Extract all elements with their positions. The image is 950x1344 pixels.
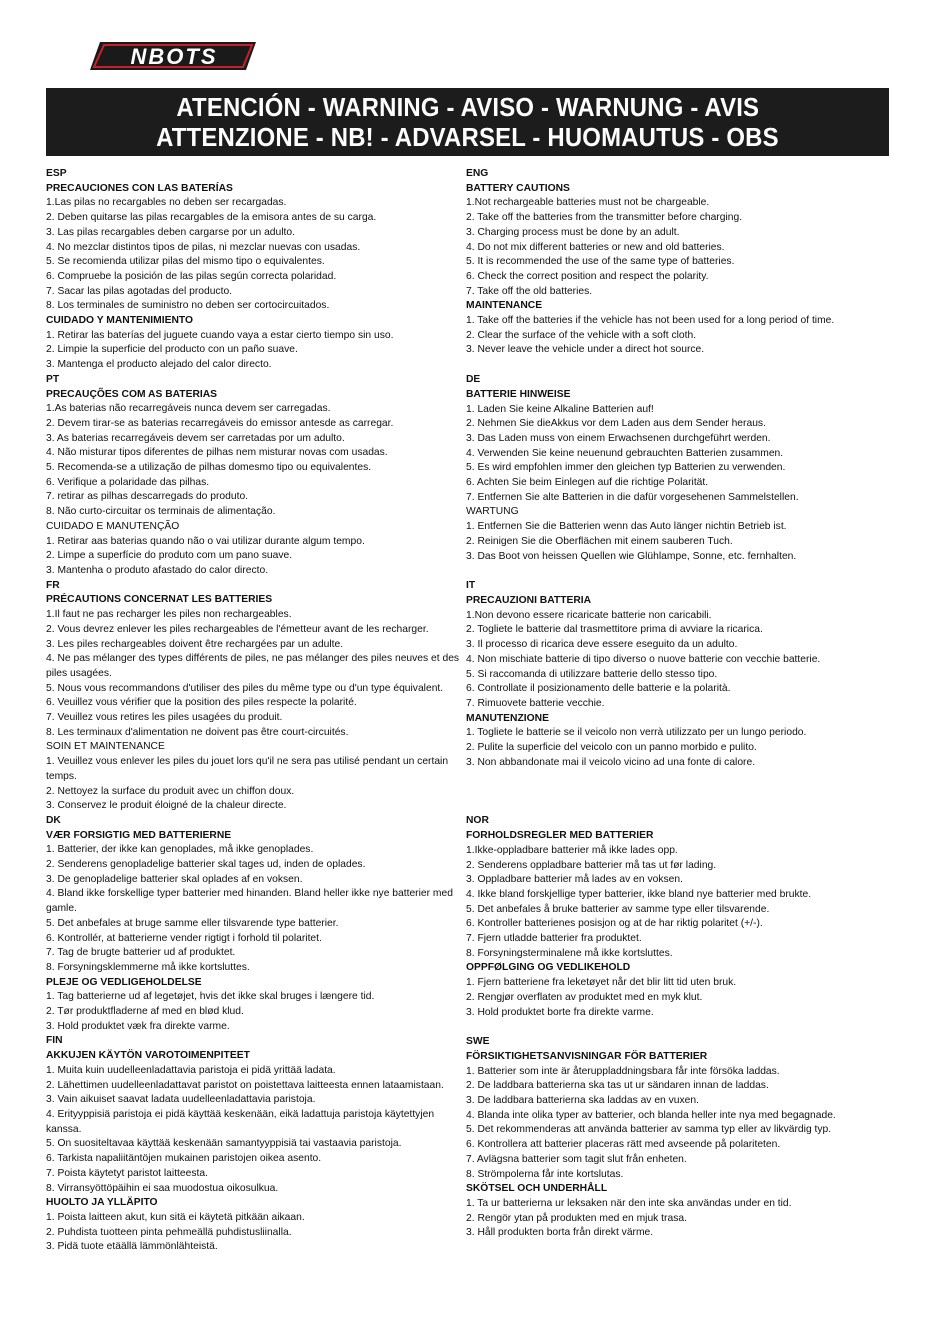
instruction-line: 2. Devem tirar-se as baterias recarregáveis do emissor antesde as carregar.: [46, 417, 394, 429]
instruction-line: 3. Oppladbare batterier må lades av en voksen.: [466, 874, 683, 886]
language-code: NOR: [466, 815, 489, 827]
instruction-line: 1. Ta ur batterierna ur leksaken när den inte ska användas under en tid.: [466, 1198, 792, 1209]
instruction-line: 3. Das Boot von heissen Quellen wie Glühlampe, Sonne, etc. fernhalten.: [466, 550, 797, 562]
nbots-logo: [88, 40, 258, 72]
section-heading: PRECAUCIONES CON LAS BATERÍAS: [46, 182, 233, 194]
instruction-line: 2. Clear the surface of the vehicle with a soft cloth.: [466, 329, 697, 341]
instruction-line: 2. Senderens genopladelige batterier skal tages ud, inden de oplades.: [46, 859, 366, 871]
instruction-line: 7. Veuillez vous retires les piles usagées du produit.: [46, 712, 283, 724]
instruction-line: 2. Puhdista tuotteen pinta pehmeällä puhdistusliinalla.: [46, 1226, 292, 1238]
instruction-line: 5. Nous vous recommandons d'utiliser des piles du même type ou d'un type équivalent.: [46, 682, 444, 694]
instruction-line: 2. Rengör ytan på produkten med en mjuk trasa.: [466, 1212, 687, 1224]
instruction-line: 7. Tag de brugte batterier ud af produktet.: [46, 947, 236, 959]
instruction-line: 3. Hold produktet væk fra direkte varme.: [46, 1020, 230, 1032]
language-section-pt: [46, 373, 461, 579]
instruction-line: 1.Not rechargeable batteries must not be chargeable.: [466, 197, 710, 209]
instruction-line: 4. Do not mix different batteries or new and old batteries.: [466, 241, 725, 253]
instruction-line: 3. Mantenha o produto afastado do calor directo.: [46, 564, 269, 576]
instruction-line: 8. Não curto-circuitar os terminais de alimentação.: [46, 506, 276, 518]
instruction-line: 7. Sacar las pilas agotadas del producto.: [46, 285, 233, 297]
instruction-line: 2. De laddbara batterierna ska tas ut ur sändaren innan de laddas.: [466, 1080, 769, 1092]
section-spacer: [466, 1020, 866, 1035]
instruction-line: 2. Nehmen Sie dieAkkus vor dem Laden aus dem Sender heraus.: [466, 418, 766, 430]
instruction-line: 4. Bland ikke forskellige typer batterier med hinanden. Bland heller ikke nye batterier med gamle.: [46, 888, 456, 915]
section-heading: PRECAUZIONI BATTERIA: [466, 594, 592, 606]
instruction-line: 1.Las pilas no recargables no deben ser recargadas.: [46, 197, 287, 209]
instruction-line: 5. Det anbefales at bruge samme eller tilsvarende type batterier.: [46, 917, 339, 929]
instruction-line: 3. De genopladelige batterier skal oplades af en voksen.: [46, 873, 303, 885]
instruction-line: 2. Limpe a superfície do produto com um pano suave.: [46, 550, 293, 562]
section-heading: CUIDADO Y MANTENIMIENTO: [46, 315, 194, 327]
instruction-line: 8. Les terminaux d'alimentation ne doivent pas être court-circuités.: [46, 726, 349, 738]
instruction-line: 2. Take off the batteries from the transmitter before charging.: [466, 212, 743, 224]
instruction-line: 1.Il faut ne pas recharger les piles non rechargeables.: [46, 609, 292, 621]
instruction-line: 4. Ikke bland forskjellige typer batterier, ikke bland nye batterier med brukte.: [466, 888, 812, 900]
instruction-line: 1. Entfernen Sie die Batterien wenn das Auto länger nichtin Betrieb ist.: [466, 521, 787, 533]
instruction-line: 4. Blanda inte olika typer av batterier, och blanda heller inte nya med begagnade.: [466, 1109, 836, 1121]
instruction-line: 3. Les piles rechargeables doivent être rechargées par un adulte.: [46, 638, 344, 650]
instruction-line: 8. Strömpolerna får inte kortslutas.: [466, 1168, 624, 1180]
instruction-line: 6. Compruebe la posición de las pilas según correcta polaridad.: [46, 270, 337, 282]
instruction-line: 4. Non mischiate batterie di tipo diverso o nuove batterie con vecchie batterie.: [466, 653, 821, 665]
instruction-line: 5. Det rekommenderas att använda batterier av samma typ eller av likvärdig typ.: [466, 1124, 832, 1136]
instruction-line: 5. Se recomienda utilizar pilas del mismo tipo o equivalentes.: [46, 256, 325, 268]
instruction-line: 7. Fjern utladde batterier fra produktet.: [466, 933, 642, 945]
section-spacer: [466, 770, 866, 814]
instruction-line: 3. Mantenga el producto alejado del calor directo.: [46, 359, 272, 371]
instruction-line: 1. Retirar las baterías del juguete cuando vaya a estar cierto tiempo sin uso.: [46, 329, 394, 341]
section-heading: CUIDADO E MANUTENÇÃO: [46, 520, 180, 532]
instruction-line: 6. Kontroller batterienes posisjon og at de har riktig polaritet (+/-).: [466, 918, 763, 930]
instruction-line: 1. Batterier, der ikke kan genoplades, må ikke genoplades.: [46, 844, 314, 856]
instruction-line: 8. Virransyöttöpäihin ei saa muodostua oikosulkua.: [46, 1182, 279, 1194]
section-heading: WARTUNG: [466, 506, 519, 518]
section-heading: OPPFØLGING OG VEDLIKEHOLD: [466, 962, 631, 974]
instruction-line: 1. Veuillez vous enlever les piles du jouet lors qu'il ne sera pas utilisé pendant un certain temps.: [46, 756, 451, 782]
logo-text: NBOTS: [130, 44, 218, 69]
section-heading: PLEJE OG VEDLIGEHOLDELSE: [46, 976, 202, 988]
instruction-line: 7. Entfernen Sie alte Batterien in die dafür vorgesehenen Sammelstellen.: [466, 491, 799, 503]
language-section-fin: [46, 1034, 461, 1255]
instruction-line: 1. Batterier som inte är återuppladdningsbara får inte försöka laddas.: [466, 1065, 780, 1077]
section-spacer: [466, 358, 866, 373]
instruction-line: 1. Poista laitteen akut, kun sitä ei käytetä pitkään aikaan.: [46, 1211, 305, 1223]
instruction-line: 1.As baterias não recarregáveis nunca devem ser carregadas.: [46, 403, 331, 415]
instruction-line: 3. As baterias recarregáveis devem ser carretadas por um adulto.: [46, 432, 345, 444]
instruction-line: 8. Los terminales de suministro no deben ser cortocircuitados.: [46, 300, 330, 312]
instruction-line: 5. Det anbefales å bruke batterier av samme type eller tilsvarende.: [466, 903, 770, 915]
language-section-dk: [46, 814, 461, 1035]
instruction-line: 2. Tør produktfladerne af med en blød klud.: [46, 1006, 244, 1018]
warning-banner: [46, 88, 889, 156]
section-heading: HUOLTO JA YLLÄPITO: [46, 1197, 158, 1209]
language-section-de: [466, 373, 866, 564]
instruction-line: 5. On suositeltavaa käyttää keskenään samantyyppisiä tai vastaavia paristoja.: [46, 1138, 402, 1150]
language-section-nor: [466, 814, 866, 1020]
section-heading: SOIN ET MAINTENANCE: [46, 741, 165, 753]
instruction-line: 6. Check the correct position and respect the polarity.: [466, 270, 709, 282]
language-code: DE: [466, 374, 481, 386]
section-heading: VÆR FORSIGTIG MED BATTERIERNE: [46, 829, 232, 841]
instruction-line: 1.Ikke-oppladbare batterier må ikke lades opp.: [466, 844, 678, 856]
section-heading: PRÉCAUTIONS CONCERNAT LES BATTERIES: [46, 594, 273, 606]
instruction-line: 2. Limpie la superficie del producto con un paño suave.: [46, 344, 298, 356]
language-section-esp: [46, 167, 461, 373]
instruction-line: 3. Hold produktet borte fra direkte varme.: [466, 1006, 654, 1018]
instruction-line: 3. Las pilas recargables deben cargarse por un adulto.: [46, 226, 296, 238]
instruction-line: 3. Håll produkten borta från direkt värme.: [466, 1227, 654, 1239]
instruction-line: 8. Forsyningsklemmerne må ikke kortsluttes.: [46, 961, 250, 973]
instruction-line: 6. Tarkista napaliitäntöjen mukainen paristojen oikea asento.: [46, 1153, 322, 1165]
instruction-line: 3. Il processo di ricarica deve essere eseguito da un adulto.: [466, 639, 738, 651]
instruction-line: 5. It is recommended the use of the same type of batteries.: [466, 256, 735, 268]
instruction-line: 3. Vain aikuiset saavat ladata uudelleenladattavia paristoja.: [46, 1094, 316, 1106]
left-column: [46, 167, 461, 1255]
instruction-line: 7. Take off the old batteries.: [466, 285, 593, 297]
instruction-line: 3. Never leave the vehicle under a direct hot source.: [466, 344, 705, 356]
instruction-line: 3. Conservez le produit éloigné de la chaleur directe.: [46, 800, 287, 812]
instruction-line: 4. No mezclar distintos tipos de pilas, ni mezclar nuevas con usadas.: [46, 241, 361, 253]
instruction-line: 5. Es wird empfohlen immer den gleichen typ Batterien zu verwenden.: [466, 462, 786, 474]
language-code: ESP: [46, 168, 67, 179]
instruction-line: 6. Controllate il posizionamento delle batterie e la polarità.: [466, 683, 731, 695]
instruction-line: 3. Charging process must be done by an adult.: [466, 226, 680, 238]
instruction-line: 4. Erityyppisiä paristoja ei pidä käyttää keskenään, eikä ladattuja paristoja käytettyjen kanssa.: [46, 1109, 437, 1135]
section-heading: SKÖTSEL OCH UNDERHÅLL: [466, 1183, 608, 1195]
banner-line-1: ATENCIÓN - WARNING - AVISO - WARNUNG - AVIS: [176, 92, 759, 122]
instruction-line: 5. Recomenda-se a utilização de pilhas domesmo tipo ou equivalentes.: [46, 462, 372, 474]
instruction-line: 2. Vous devrez enlever les piles rechargeables de l'émetteur avant de les recharger.: [46, 623, 429, 635]
instruction-line: 4. Verwenden Sie keine neuenund gebrauchten Batterien zusammen.: [466, 447, 784, 459]
instruction-line: 2. Reinigen Sie die Oberflächen mit einem sauberen Tuch.: [466, 535, 733, 547]
instruction-line: 1. Muita kuin uudelleenladattavia paristoja ei pidä yrittää ladata.: [46, 1064, 336, 1076]
section-heading: PRECAUÇÕES COM AS BATERIAS: [46, 388, 218, 400]
instruction-line: 1. Retirar aas baterias quando não o vai utilizar durante algum tempo.: [46, 535, 365, 547]
instruction-line: 1. Take off the batteries if the vehicle has not been used for a long period of time.: [466, 315, 835, 327]
instruction-line: 2. Rengjør overflaten av produktet med en myk klut.: [466, 991, 703, 1003]
language-code: PT: [46, 373, 60, 385]
instruction-line: 1.Non devono essere ricaricate batterie non caricabili.: [466, 609, 712, 621]
language-code: IT: [466, 580, 476, 592]
language-code: DK: [46, 814, 61, 826]
instruction-line: 2. Lähettimen uudelleenladattavat paristot on poistettava laitteesta ennen lataamistaan.: [46, 1079, 444, 1091]
instruction-line: 7. Avlägsna batterier som tagit slut från enheten.: [466, 1153, 687, 1165]
instruction-line: 1. Fjern batteriene fra leketøyet når det blir litt tid uten bruk.: [466, 977, 737, 989]
language-section-it: [466, 579, 866, 770]
instruction-line: 2. Nettoyez la surface du produit avec un chiffon doux.: [46, 785, 295, 797]
instruction-line: 3. Das Laden muss von einem Erwachsenen durchgeführt werden.: [466, 432, 771, 444]
right-column: [466, 167, 866, 1241]
instruction-line: 2. Senderens oppladbare batterier må tas ut før lading.: [466, 859, 717, 871]
instruction-line: 7. Rimuovete batterie vecchie.: [466, 697, 605, 709]
instruction-line: 3. Pidä tuote etäällä lämmönlähteistä.: [46, 1241, 218, 1253]
section-heading: AKKUJEN KÄYTÖN VAROTOIMENPITEET: [46, 1050, 250, 1062]
language-code: FR: [46, 579, 60, 591]
section-heading: FORHOLDSREGLER MED BATTERIER: [466, 830, 654, 842]
instruction-line: 1. Togliete le batterie se il veicolo non verrà utilizzato per un lungo periodo.: [466, 727, 807, 739]
section-heading: BATTERIE HINWEISE: [466, 388, 571, 400]
instruction-line: 7. Poista käytetyt paristot laitteesta.: [46, 1167, 208, 1179]
instruction-line: 2. Togliete le batterie dal trasmettitore prima di avviare la ricarica.: [466, 624, 763, 636]
instruction-line: 6. Kontrollera att batterier placeras rätt med avseende på polariteten.: [466, 1139, 781, 1151]
instruction-line: 1. Laden Sie keine Alkaline Batterien auf!: [466, 403, 654, 415]
instruction-line: 2. Pulite la superficie del veicolo con un panno morbido e pulito.: [466, 742, 757, 754]
instruction-line: 8. Forsyningsterminalene må ikke kortsluttes.: [466, 947, 673, 959]
language-section-fr: [46, 579, 461, 814]
instruction-line: 4. Ne pas mélanger des types différents de piles, ne pas mélanger des piles neuves et des piles usagées.: [46, 653, 462, 679]
instruction-line: 3. Non abbandonate mai il veicolo vicino ad una fonte di calore.: [466, 756, 756, 768]
language-section-eng: [466, 167, 866, 358]
section-heading: MANUTENZIONE: [466, 712, 549, 724]
instruction-line: 4. Não misturar tipos diferentes de pilhas nem misturar novas com usadas.: [46, 447, 388, 459]
instruction-line: 5. Si raccomanda di utilizzare batterie dello stesso tipo.: [466, 668, 718, 680]
instruction-line: 7. retirar as pilhas descarregads do produto.: [46, 491, 249, 503]
instruction-line: 2. Deben quitarse las pilas recargables de la emisora antes de su carga.: [46, 212, 377, 224]
language-code: SWE: [466, 1036, 490, 1048]
instruction-line: 6. Achten Sie beim Einlegen auf die richtige Polarität.: [466, 477, 709, 489]
instruction-line: 6. Veuillez vous vérifier que la position des piles respecte la polarité.: [46, 697, 357, 709]
section-spacer: [466, 564, 866, 579]
language-code: ENG: [466, 168, 489, 179]
section-heading: FÖRSIKTIGHETSANVISNINGAR FÖR BATTERIER: [466, 1050, 708, 1062]
language-section-swe: [466, 1035, 866, 1241]
language-code: FIN: [46, 1035, 63, 1047]
instruction-line: 6. Verifique a polaridade das pilhas.: [46, 476, 210, 488]
instruction-line: 6. Kontrollér, at batterierne vender rigtigt i forhold til polaritet.: [46, 932, 322, 944]
banner-line-2: ATTENZIONE - NB! - ADVARSEL - HUOMAUTUS - OBS: [156, 122, 779, 152]
instruction-line: 1. Tag batterierne ud af legetøjet, hvis det ikke skal bruges i længere tid.: [46, 991, 375, 1003]
section-heading: MAINTENANCE: [466, 300, 543, 312]
instruction-line: 3. De laddbara batterierna ska laddas av en vuxen.: [466, 1095, 699, 1107]
section-heading: BATTERY CAUTIONS: [466, 182, 570, 194]
